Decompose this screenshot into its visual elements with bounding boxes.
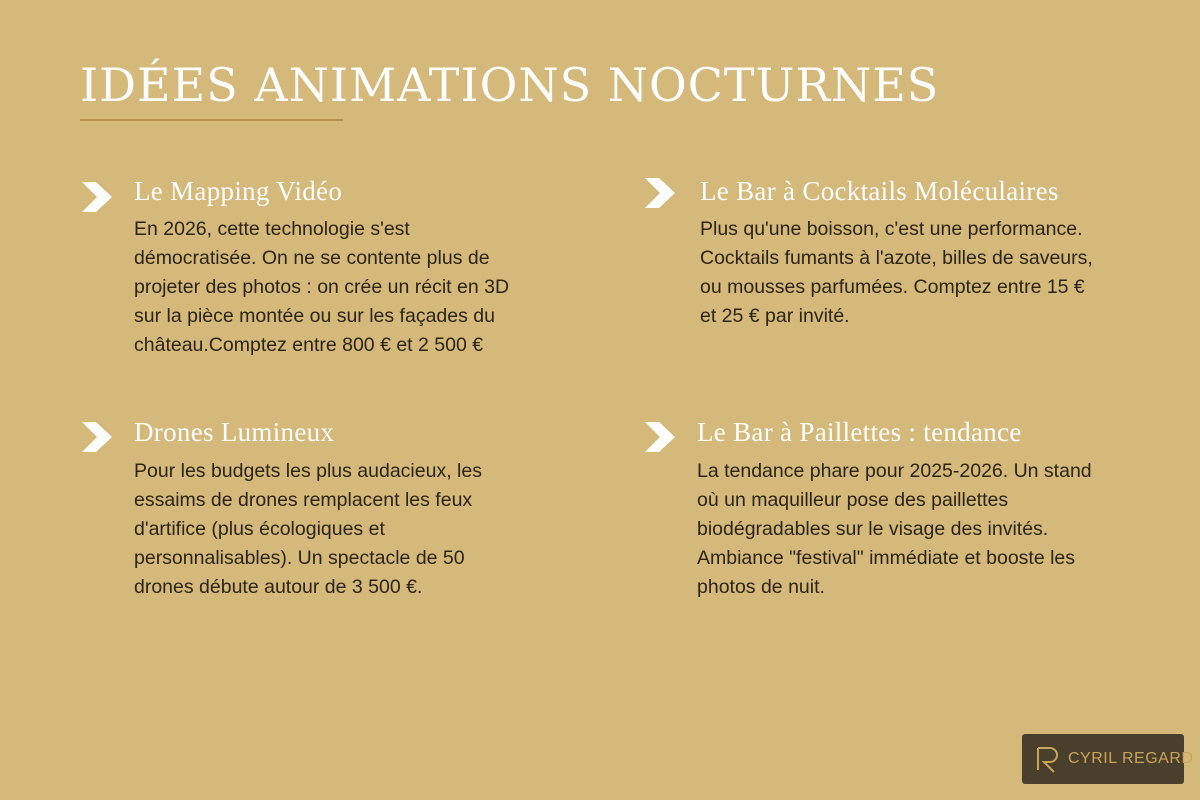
- cocktail-bar-heading: Le Bar à Cocktails Moléculaires: [700, 176, 1059, 206]
- cocktail-bar-text: Plus qu'une boisson, c'est une performance. Cocktails fumants à l'azote, billes de saveurs, ou mousses parfumées. Comptez entre 15 € et 25 € par invité.: [700, 218, 1093, 327]
- chevron-right-icon: [80, 420, 114, 454]
- glitter-bar-heading: Le Bar à Paillettes : tendance: [697, 417, 1022, 447]
- page-title: IDÉES ANIMATIONS NOCTURNES: [80, 58, 940, 112]
- logo-mark-icon: [1034, 744, 1062, 774]
- drones-text: Pour les budgets les plus audacieux, les essaims de drones remplacent les feux d'artifice (plus écologiques et personnalisables). Un spectacle de 50 drones débute autour de 3 500 €.: [134, 460, 482, 598]
- glitter-bar-text: La tendance phare pour 2025-2026. Un stand où un maquilleur pose des paillettes biodégradables sur le visage des invités. Ambiance "festival" immédiate et booste les photos de nuit.: [697, 460, 1092, 598]
- chevron-right-icon: [643, 176, 677, 210]
- chevron-right-icon: [643, 420, 677, 454]
- logo-text: CYRIL REGARD: [1068, 750, 1194, 767]
- title-underline: [80, 119, 343, 121]
- mapping-video-text: En 2026, cette technologie s'est démocratisée. On ne se contente plus de projeter des photos : on crée un récit en 3D sur la pièce montée ou sur les façades du château.Comptez entre 800 € et 2 500 €: [134, 218, 510, 356]
- drones-heading: Drones Lumineux: [134, 417, 335, 447]
- brand-logo: [1022, 734, 1194, 784]
- chevron-right-icon: [80, 180, 114, 214]
- mapping-video-heading: Le Mapping Vidéo: [134, 176, 343, 206]
